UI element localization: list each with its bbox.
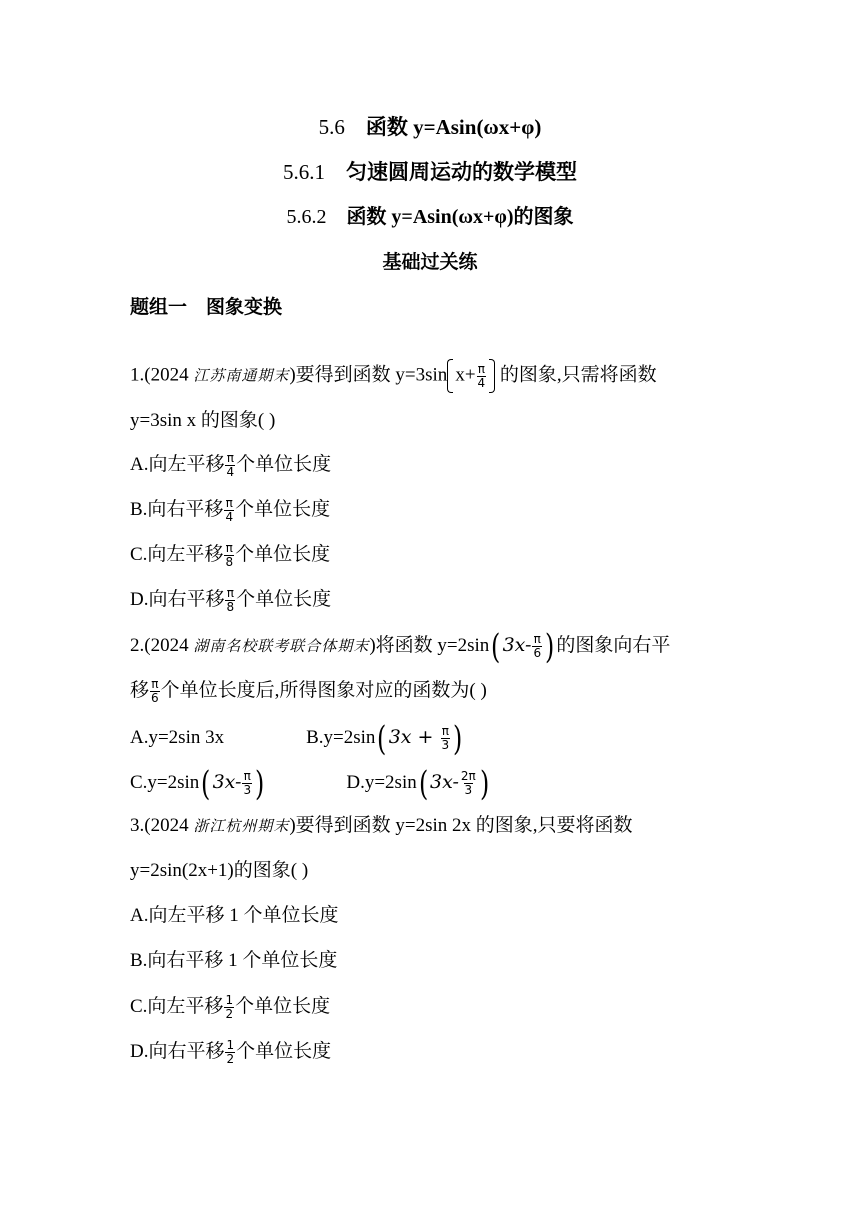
- question-number: 1.(: [130, 364, 151, 386]
- right-paren: ): [545, 626, 555, 667]
- right-bracket: [489, 359, 495, 393]
- group-title: 图象变换: [206, 297, 283, 318]
- left-paren: (: [201, 763, 211, 804]
- fraction-numerator: π: [441, 724, 449, 739]
- fraction: [441, 725, 451, 752]
- group-heading: [130, 296, 282, 320]
- fraction: [477, 363, 487, 390]
- question-2-stem-line2: [130, 678, 487, 705]
- fraction: [225, 587, 235, 614]
- question-year: 2024: [150, 815, 189, 836]
- option-text: C.向左平移: [130, 995, 224, 1017]
- fraction: [242, 770, 252, 797]
- subsection-heading-2: [0, 205, 860, 229]
- section-number: 5.6: [318, 115, 345, 139]
- fraction-numerator: π: [151, 677, 159, 691]
- fraction-denominator: 6: [151, 691, 159, 705]
- function-arg: 3x +: [388, 726, 440, 748]
- question-3-stem: [130, 814, 633, 838]
- question-1-option-c[interactable]: [130, 542, 330, 569]
- group-label: 题组一: [130, 297, 188, 318]
- fraction-denominator: 3: [243, 783, 252, 798]
- function-arg: x+: [455, 364, 476, 386]
- fraction-denominator: 6: [533, 646, 542, 661]
- option-text: D.向右平移: [130, 588, 225, 610]
- subsection-number: 5.6.1: [283, 160, 325, 184]
- fraction-denominator: 8: [226, 600, 235, 614]
- fraction: [150, 678, 160, 705]
- fraction-numerator: π: [477, 361, 485, 376]
- fraction: [224, 497, 234, 524]
- fraction-denominator: 3: [441, 738, 450, 753]
- question-text: )将函数 y=2sin: [369, 635, 490, 656]
- option-text: 个单位长度: [235, 543, 331, 565]
- question-2-options-row2: [130, 763, 491, 804]
- question-text: 的图象,只需将函数: [499, 364, 657, 386]
- question-text: 移: [130, 679, 150, 701]
- question-2-option-a[interactable]: A.y=2sin 3x: [130, 727, 225, 748]
- fraction-denominator: 2: [226, 1052, 235, 1066]
- option-text: 个单位长度: [236, 453, 332, 475]
- subsection-title: 匀速圆周运动的数学模型: [346, 160, 577, 184]
- option-text: A.向左平移: [130, 453, 225, 475]
- fraction-numerator: π: [225, 541, 233, 555]
- question-2-option-b[interactable]: [306, 718, 464, 759]
- option-text: 个单位长度: [235, 995, 331, 1017]
- question-1-option-b[interactable]: [130, 497, 330, 524]
- option-text: 个单位长度: [236, 1040, 332, 1062]
- fraction: [225, 452, 235, 479]
- question-text: )要得到函数 y=2sin 2x 的图象,只要将函数: [289, 815, 633, 836]
- option-text: 个单位长度: [235, 498, 331, 520]
- question-source: 湖南名校联考联合体期末: [193, 637, 370, 655]
- right-paren: ): [479, 763, 490, 804]
- function-arg: 3x-: [212, 771, 242, 793]
- function-arg: 3x-: [430, 771, 459, 793]
- question-text: 个单位长度后,所得图象对应的函数为( ): [160, 679, 487, 701]
- fraction: [224, 542, 234, 569]
- left-paren: (: [377, 718, 387, 759]
- option-text: C.y=2sin: [130, 772, 200, 793]
- fraction-denominator: 4: [477, 375, 486, 390]
- fraction-numerator: 1: [226, 1038, 235, 1052]
- fraction-denominator: 8: [225, 555, 234, 569]
- option-text: 个单位长度: [236, 588, 332, 610]
- subsection-number: 5.6.2: [286, 206, 327, 228]
- question-text: )要得到函数 y=3sin: [289, 364, 448, 386]
- question-1-stem-line2: y=3sin x 的图象( ): [130, 410, 276, 431]
- fraction-denominator: 4: [226, 465, 235, 479]
- option-text: D.向右平移: [130, 1040, 225, 1062]
- fraction-denominator: 4: [225, 510, 234, 524]
- fraction-numerator: π: [226, 451, 234, 465]
- option-text: C.向左平移: [130, 543, 224, 565]
- question-2-options-row1: [130, 718, 464, 759]
- fraction: [224, 994, 234, 1021]
- question-3-option-d[interactable]: [130, 1039, 331, 1066]
- question-2-stem: [130, 626, 671, 667]
- question-1-stem: [130, 359, 657, 393]
- fraction: [532, 633, 542, 660]
- question-1-option-a[interactable]: [130, 452, 331, 479]
- fraction: [460, 770, 477, 797]
- function-arg: 3x-: [502, 634, 532, 656]
- question-text: 的图象向右平: [556, 635, 671, 656]
- left-bracket: [447, 359, 453, 393]
- question-3-stem-line2: y=2sin(2x+1)的图象( ): [130, 860, 309, 881]
- fraction-numerator: 2π: [460, 769, 476, 784]
- level-heading: 基础过关练: [382, 252, 478, 273]
- question-year: 2024: [150, 364, 189, 386]
- left-paren: (: [491, 626, 501, 667]
- question-source: 江苏南通期末: [193, 366, 290, 385]
- fraction-numerator: 1: [225, 993, 234, 1007]
- question-source: 浙江杭州期末: [193, 817, 290, 835]
- question-number: 3.(: [130, 815, 151, 836]
- question-year: 2024: [150, 635, 189, 656]
- subsection-heading-1: [0, 160, 860, 184]
- question-2-option-c[interactable]: [130, 763, 266, 804]
- fraction-numerator: π: [226, 586, 234, 600]
- option-text: B.y=2sin: [306, 727, 376, 748]
- fraction-numerator: π: [225, 496, 233, 510]
- right-paren: ): [255, 763, 265, 804]
- fraction-numerator: π: [533, 632, 541, 647]
- option-text: D.y=2sin: [346, 772, 417, 793]
- question-1-option-d[interactable]: [130, 587, 331, 614]
- question-3-option-a[interactable]: A.向左平移 1 个单位长度: [130, 905, 339, 926]
- section-heading: [0, 115, 860, 139]
- right-paren: ): [453, 718, 463, 759]
- left-paren: (: [418, 763, 429, 804]
- fraction-denominator: 2: [225, 1007, 234, 1021]
- fraction: [225, 1039, 235, 1066]
- fraction-denominator: 3: [464, 783, 473, 798]
- fraction-numerator: π: [243, 769, 251, 784]
- question-3-option-b[interactable]: B.向右平移 1 个单位长度: [130, 950, 338, 971]
- question-number: 2.(: [130, 635, 151, 656]
- question-2-option-d[interactable]: [346, 763, 491, 804]
- subsection-title: 函数 y=Asin(ωx+φ)的图象: [346, 206, 574, 228]
- section-title: 函数 y=Asin(ωx+φ): [365, 115, 542, 139]
- question-3-option-c[interactable]: [130, 994, 330, 1021]
- option-text: B.向右平移: [130, 498, 224, 520]
